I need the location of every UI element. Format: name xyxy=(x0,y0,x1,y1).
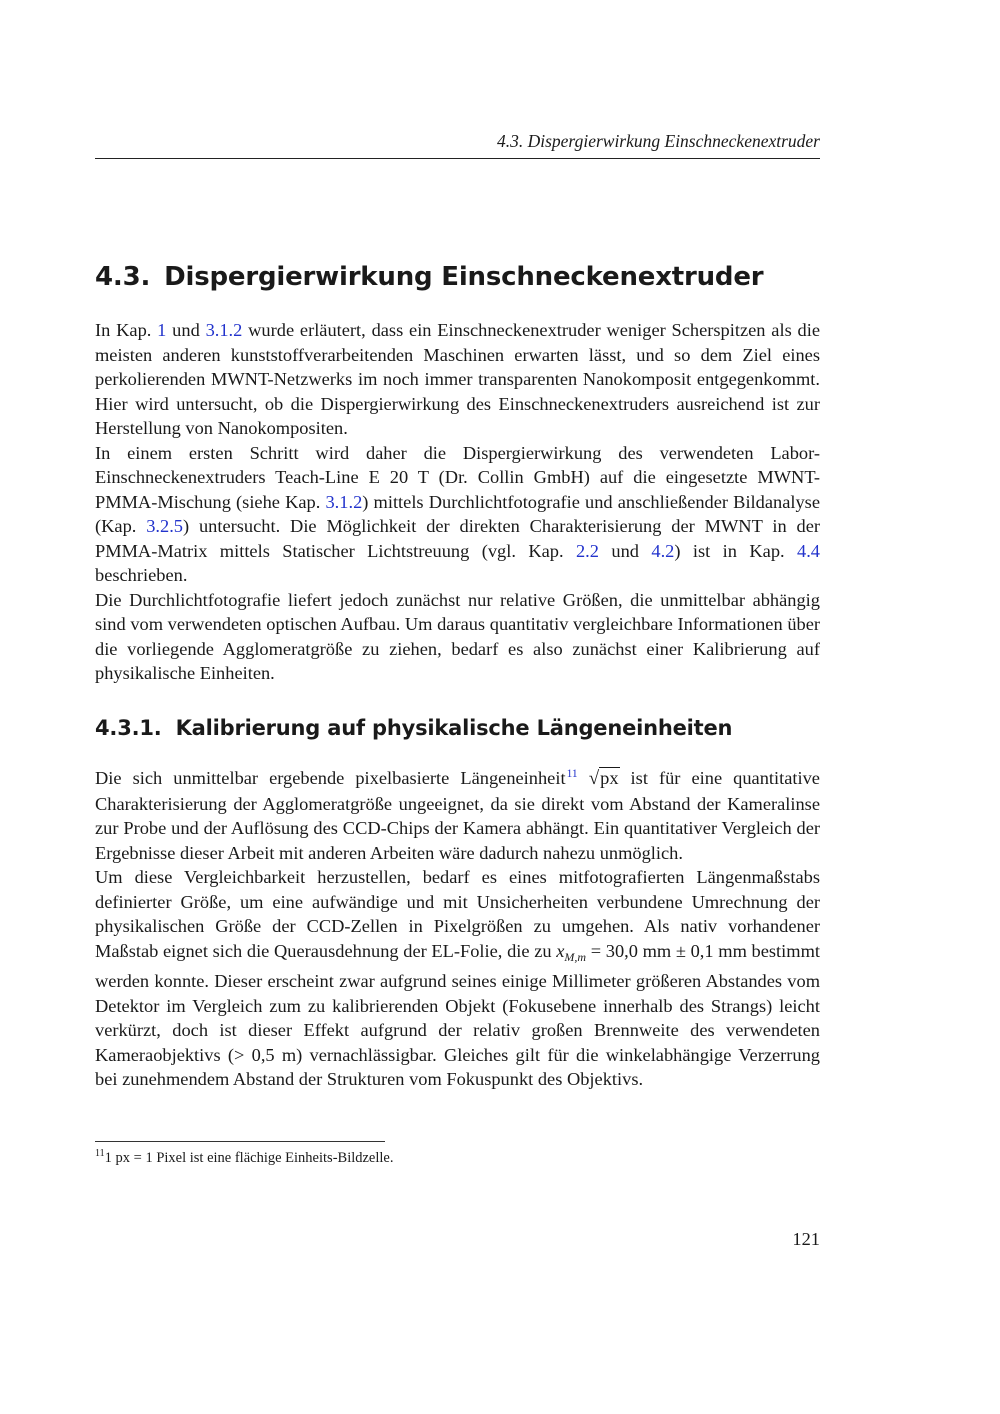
section-number: 4.3. xyxy=(95,262,151,292)
section-heading xyxy=(95,262,763,292)
footnote-text: 1 px = 1 Pixel ist eine flächige Einheits-Bildzelle. xyxy=(104,1150,394,1166)
paragraph-scale: Um diese Vergleichbarkeit herzustellen, bedarf es eines mitfotografierten Längenmaßstabs definierter Größe, um eine aufwändige und mit Unsicherheiten verbundene Umrechnung der physikalischen Größe der CCD-Zellen in Pixelgrößen zu umgehen. Als nativ vorhandener Maßstab eignet sich die Querausdehnung der EL-Folie, die zu $x_{M,m} = 30,0$ mm ± 0,1 mm bestimmt werden konnte. Dieser erscheint zwar aufgrund seines einige Millimeter größeren Abstandes vom Detektor im Vergleich zum zu kalibrierenden Objekt (Fokusebene innerhalb des Strangs) leicht verkürzt, doch ist dieser Effekt aufgrund der relativ großen Brennweite des verwendeten Kameraobjektivs (> 0,5 m) vernachlässigbar. Gleiches gilt für die winkelabhängige Verzerrung bei zunehmendem Abstand der Strukturen vom Fokuspunkt des Objektivs. xyxy=(95,867,820,1089)
paper-page xyxy=(95,0,820,1414)
paragraph-first-step: In einem ersten Schritt wird daher die Dispergierwirkung des verwendeten Labor-Einschneckenextruders Teach-Line E 20 T (Dr. Collin GmbH) auf die eingesetzte MWNT-PMMA-Mischung (siehe Kap. 3.1.2) mittels Durchlichtfotografie und anschließender Bildanalyse (Kap. 3.2.5) untersucht. Die Möglichkeit der direkten Charakterisierung der MWNT in der PMMA-Matrix mittels Statischer Lichtstreuung (vgl. Kap. 2.2 und 4.2) ist in Kap. 4.4 beschrieben. xyxy=(95,442,821,585)
chapter-link[interactable]: 2.2 xyxy=(575,540,599,561)
footnote-mark: 11 xyxy=(95,1148,105,1159)
chapter-link[interactable]: 3.1.2 xyxy=(205,320,243,340)
chapter-link[interactable]: 3.1.2 xyxy=(325,491,363,512)
header-rule xyxy=(95,158,820,159)
chapter-link[interactable]: 4.2 xyxy=(651,540,675,561)
footnote-rule xyxy=(95,1141,385,1142)
inline-math: $x_{M,m} = 30,0$ mm ± 0,1 mm xyxy=(556,940,747,964)
subsection-title: Kalibrierung auf physikalische Längeneinheiten xyxy=(175,716,733,740)
chapter-link[interactable]: 4.4 xyxy=(797,540,821,561)
paragraph-calibration-need: Die Durchlichtfotografie liefert jedoch zunächst nur relative Größen, die unmittelbar abhängig sind vom verwendeten optischen Aufbau. Um daraus quantitativ vergleichbare Informationen über die vorliegende Agglomeratgröße zu ziehen, bedarf es also zunächst einer Kalibrierung auf physikalische Einheiten. xyxy=(95,589,820,683)
section-title: Dispergierwirkung Einschneckenextruder xyxy=(164,262,764,292)
subsection-body xyxy=(95,762,820,1092)
page-number: 121 xyxy=(792,1229,820,1249)
paragraph-intro: In Kap. 1 und 3.1.2 wurde erläutert, dass ein Einschneckenextruder weniger Scherspitzen als die meisten anderen kunststoffverarbeitenden Maschinen erwarten lässt, und so dem Ziel eines perkolierenden MWNT-Netzwerks im noch immer transparenten Nanokomposit entgegenkommt. Hier wird untersucht, ob die Dispergierwirkung des Einschneckenextruders ausreichend ist zur Herstellung von Nanokompositen. xyxy=(95,320,820,438)
chapter-link[interactable]: 1 xyxy=(157,320,167,340)
footnote-reference[interactable]: 11 xyxy=(566,768,578,780)
chapter-link[interactable]: 3.2.5 xyxy=(146,516,183,536)
paragraph-pixel-unit: Die sich unmittelbar ergebende pixelbasierte Längeneinheit$^{11}$ √px ist für eine quantitative Charakterisierung der Agglomeratgröße ungeeignet, da sie direkt vom Abstand der Kameralinse zur Probe und der Auflösung des CCD-Chips der Kamera abhängt. Ein quantitativer Vergleich der Ergebnisse dieser Arbeit mit anderen Arbeiten wäre dadurch nahezu unmöglich. xyxy=(95,768,820,863)
footnote xyxy=(95,1148,394,1167)
section-body xyxy=(95,318,820,686)
subsection-number: 4.3.1. xyxy=(95,716,162,740)
running-head: 4.3. Dispergierwirkung Einschneckenextruder xyxy=(496,131,820,151)
sqrt-px-formula: √px xyxy=(588,768,619,789)
subsection-heading xyxy=(95,716,732,740)
